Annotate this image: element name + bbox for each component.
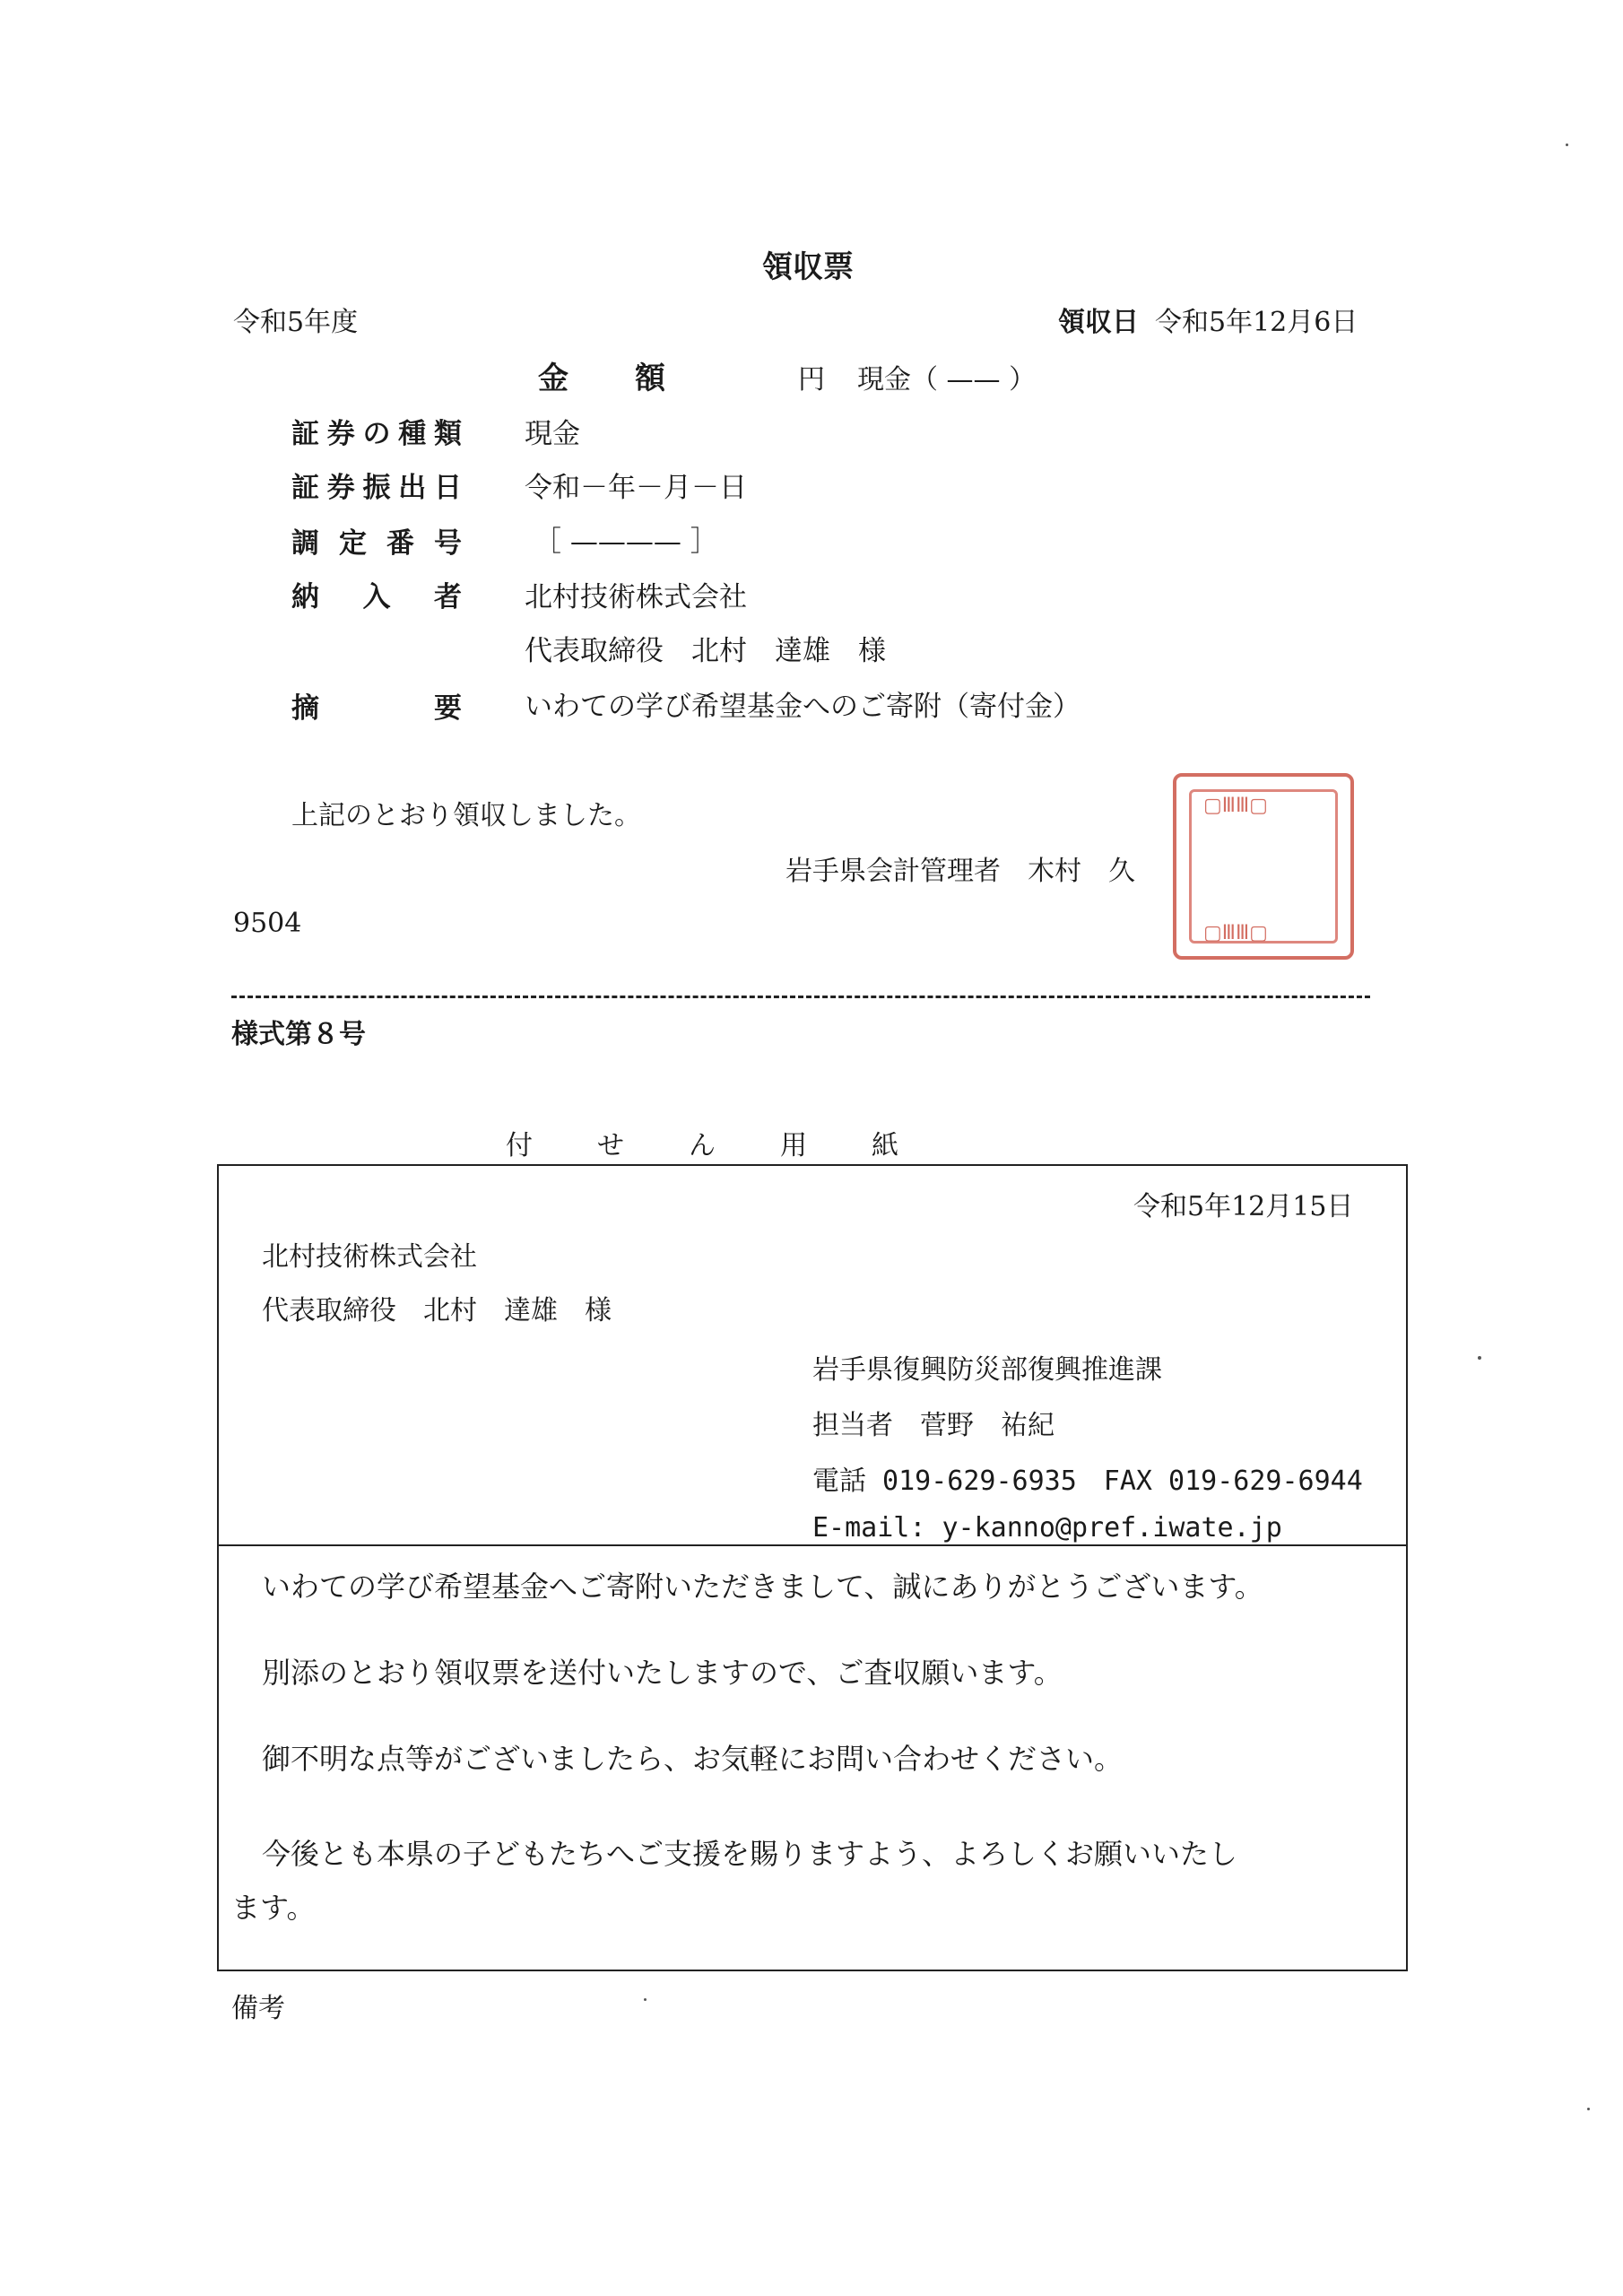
remarks-label: 備考 [231,1993,285,2024]
fiscal-year: 令和5年度 [233,307,359,338]
seal-mark-bottom: ▢ⅢⅢ▢ [1203,922,1268,944]
amount-label: 金 額 [538,361,683,396]
note-sender-dept: 岩手県復興防災部復興推進課 [812,1354,1162,1386]
receipt-date-label: 領収日 [1058,307,1139,338]
official-seal-stamp [1173,773,1354,960]
field-value-payer-company: 北村技術株式会社 [525,581,747,613]
scan-speck [1587,2108,1590,2110]
note-body-line-2: 別添のとおり領収票を送付いたしますので、ご査収願います。 [262,1656,1063,1690]
note-box [217,1164,1408,1971]
scan-speck [644,1998,647,2001]
note-sender-phone: 電話 019-629-6935 FAX 019-629-6944 [812,1465,1363,1497]
field-label-payer: 納入者 [291,581,462,613]
note-title: 付 せ ん 用 紙 [506,1130,902,1161]
cut-line-divider [231,996,1370,998]
note-body-line-1: いわての学び希望基金へご寄附いただきまして、誠にありがとうございます。 [262,1570,1263,1604]
amount-unit: 円 [798,364,825,396]
field-label-assessment-number: 調定番号 [291,527,462,560]
receipt-title: 領収票 [762,249,854,285]
scan-speck [1566,144,1568,146]
scan-speck [1478,1356,1481,1360]
seal-mark-top: ▢ⅢⅢ▢ [1203,795,1268,817]
receipt-code: 9504 [233,908,302,939]
field-label-summary: 摘要 [291,692,462,725]
note-box-divider [219,1544,1406,1546]
note-recipient-person: 代表取締役 北村 達雄 様 [262,1295,612,1326]
note-recipient-company: 北村技術株式会社 [262,1241,477,1273]
field-value-summary: いわての学び希望基金へのご寄附（寄付金） [525,691,1081,723]
field-value-issue-date: 令和－年－月－日 [525,472,747,504]
field-value-payer-person: 代表取締役 北村 達雄 様 [525,635,886,667]
amount-cash: 現金（ —— ） [857,364,1037,396]
note-sender-email: E-mail: y-kanno@pref.iwate.jp [812,1512,1282,1544]
note-body-line-4: 今後とも本県の子どもたちへご支援を賜りますよう、よろしくお願いいたし [262,1837,1238,1871]
receipt-statement: 上記のとおり領収しました。 [291,800,641,831]
receipt-date: 令和5年12月6日 [1155,307,1358,338]
note-sender-person: 担当者 菅野 祐紀 [812,1410,1055,1441]
field-label-issue-date: 証券振出日 [291,472,462,504]
field-value-assessment-number: ［ ———— ］ [534,526,718,558]
form-number: 様式第８号 [231,1019,366,1050]
note-body-line-3: 御不明な点等がございましたら、お気軽にお問い合わせください。 [262,1742,1124,1776]
field-value-security-type: 現金 [525,418,580,450]
field-label-security-type: 証券の種類 [291,418,462,450]
note-date: 令和5年12月15日 [1133,1191,1354,1222]
receipt-signer: 岩手県会計管理者 木村 久 [785,856,1135,887]
note-body-line-5: ます。 [231,1891,316,1925]
